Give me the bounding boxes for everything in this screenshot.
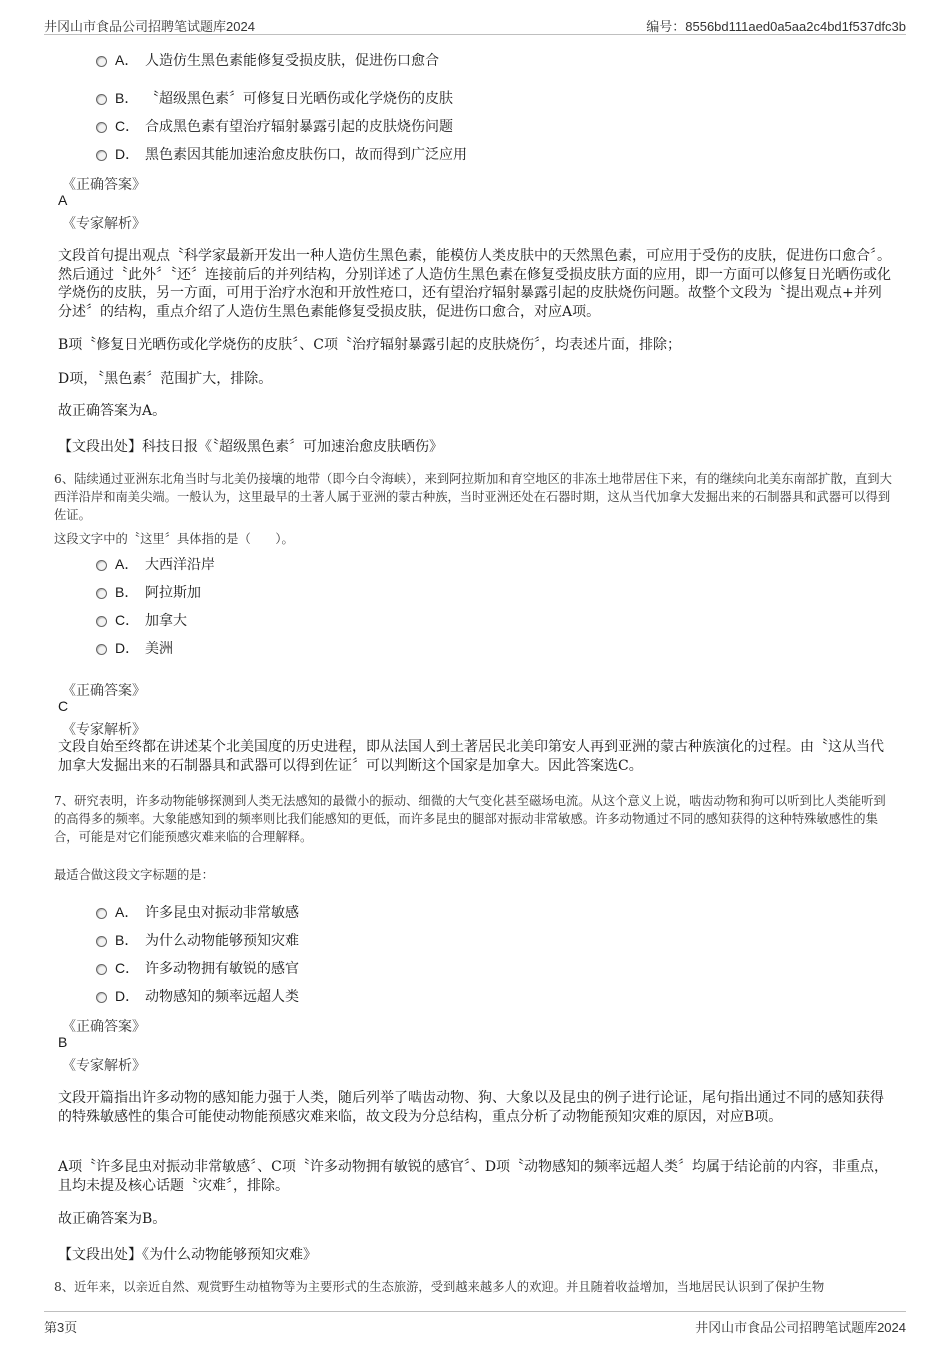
radio-icon[interactable] <box>96 588 107 599</box>
radio-icon[interactable] <box>96 94 107 105</box>
radio-icon[interactable] <box>96 992 107 1003</box>
q6-answer: C <box>58 698 69 714</box>
q5-analysis-paragraph: 文段首句提出观点〝科学家最新开发出一种人造仿生黑色素，能模仿人类皮肤中的天然黑色素，可应用于受伤的皮肤，促进伤口愈合〞。然后通过〝此外〞〝还〞连接前后的并列结构，分别详述了人造仿生黑色素在修复受损皮肤方面的应用，即一方面可以修复日光晒伤或化学烧伤的皮肤，另一方面，可用于治疗水泡和开放性疮口，还有望治疗辐射暴露引起的皮肤烧伤问题。故整个文段为〝提出观点+并列分述〞的结构，重点介绍了人造仿生黑色素能修复受损皮肤，促进伤口愈合，对应A项。 <box>58 248 891 320</box>
radio-icon[interactable] <box>96 150 107 161</box>
q6-question: 这段文字中的〝这里〞具体指的是（ ）。 <box>54 532 294 546</box>
q7-option-d[interactable]: D． 动物感知的频率远超人类 <box>96 986 299 1007</box>
q7-answer-label: 《正确答案》 <box>62 1019 146 1035</box>
q7-analysis-paragraph: A项〝许多昆虫对振动非常敏感〞、C项〝许多动物拥有敏锐的感官〞、D项〝动物感知的频率远超人类〞均属于结论前的内容，非重点，且均未提及核心话题〝灾难〞，排除。 <box>58 1159 889 1194</box>
radio-icon[interactable] <box>96 616 107 627</box>
q5-answer: A <box>58 192 68 208</box>
q5-analysis-conclusion: 故正确答案为A。 <box>58 403 167 419</box>
page-number: 第3页 <box>44 1320 78 1335</box>
q5-analysis-label: 《专家解析》 <box>62 216 146 232</box>
q7-question: 最适合做这段文字标题的是： <box>54 868 214 882</box>
q7-analysis-conclusion: 故正确答案为B。 <box>58 1211 167 1227</box>
radio-icon[interactable] <box>96 936 107 947</box>
q6-analysis-label: 《专家解析》 <box>62 722 146 738</box>
q7-analysis-paragraph: 文段开篇指出许多动物的感知能力强于人类，随后列举了啮齿动物、狗、大象以及昆虫的例子进行论证，尾句指出通过不同的感知获得的特殊敏感性的集合可能使动物能预感灾难来临，故文段为分总结构，重点分析了动物能预知灾难的原因，对应B项。 <box>58 1090 884 1125</box>
q6-option-b[interactable]: B． 阿拉斯加 <box>96 582 201 603</box>
q5-source: 【文段出处】科技日报《〝超级黑色素〞可加速治愈皮肤晒伤》 <box>58 439 443 455</box>
q5-option-b[interactable]: B． 〝超级黑色素〞可修复日光晒伤或化学烧伤的皮肤 <box>96 88 453 109</box>
q5-analysis-paragraph: D项，〝黑色素〞范围扩大，排除。 <box>58 371 273 387</box>
radio-icon[interactable] <box>96 56 107 67</box>
q5-analysis-paragraph: B项〝修复日光晒伤或化学烧伤的皮肤〞、C项〝治疗辐射暴露引起的皮肤烧伤〞，均表述片面，排除； <box>58 337 681 353</box>
page-footer <box>44 1311 906 1345</box>
q5-option-a[interactable]: A． 人造仿生黑色素能修复受损皮肤，促进伤口愈合 <box>96 50 439 71</box>
page-header <box>44 0 906 35</box>
q8-stem: 8、近年来，以亲近自然、观赏野生动植物等为主要形式的生态旅游，受到越来越多人的欢迎。并且随着收益增加，当地居民认识到了保护生物 <box>54 1280 825 1294</box>
q7-option-b[interactable]: B． 为什么动物能够预知灾难 <box>96 930 299 951</box>
radio-icon[interactable] <box>96 560 107 571</box>
q6-option-a[interactable]: A． 大西洋沿岸 <box>96 554 215 575</box>
radio-icon[interactable] <box>96 122 107 133</box>
radio-icon[interactable] <box>96 908 107 919</box>
footer-title: 井冈山市食品公司招聘笔试题库2024 <box>695 1320 906 1335</box>
q7-answer: B <box>58 1034 68 1050</box>
q5-answer-label: 《正确答案》 <box>62 177 146 193</box>
q6-option-d[interactable]: D． 美洲 <box>96 638 173 659</box>
q5-option-d[interactable]: D． 黑色素因其能加速治愈皮肤伤口，故而得到广泛应用 <box>96 144 467 165</box>
radio-icon[interactable] <box>96 964 107 975</box>
header-title: 井冈山市食品公司招聘笔试题库2024 <box>44 19 255 34</box>
document-id: 编号：8556bd111aed0a5aa2c4bd1f537dfc3b <box>646 19 906 34</box>
q6-stem: 6、陆续通过亚洲东北角当时与北美仍接壤的地带（即今白令海峡），来到阿拉斯加和育空地区的非冻土地带居住下来，有的继续向北美东南部扩散，直到大西洋沿岸和南美尖端。一般认为，这里最早的土著人属于亚洲的蒙古种族，当时亚洲还处在石器时期，这从当代加拿大发掘出来的石制器具和武器可以得到佐证。 <box>54 472 892 522</box>
q6-analysis: 文段自始至终都在讲述某个北美国度的历史进程，即从法国人到土著居民北美印第安人再到亚洲的蒙古种族演化的过程。由〝这从当代加拿大发掘出来的石制器具和武器可以得到佐证〞可以判断这个国家是加拿大。因此答案选C。 <box>58 739 884 774</box>
q7-option-c[interactable]: C． 许多动物拥有敏锐的感官 <box>96 958 299 979</box>
q6-option-c[interactable]: C． 加拿大 <box>96 610 187 631</box>
q5-option-c[interactable]: C． 合成黑色素有望治疗辐射暴露引起的皮肤烧伤问题 <box>96 116 453 137</box>
q7-source: 【文段出处】《为什么动物能够预知灾难》 <box>58 1247 317 1263</box>
q6-answer-label: 《正确答案》 <box>62 683 146 699</box>
q7-option-a[interactable]: A． 许多昆虫对振动非常敏感 <box>96 902 299 923</box>
radio-icon[interactable] <box>96 644 107 655</box>
q7-stem: 7、研究表明，许多动物能够探测到人类无法感知的最微小的振动、细微的大气变化甚至磁场电流。从这个意义上说，啮齿动物和狗可以听到比人类能听到的高得多的频率。大象能感知到的频率则比我们能感知的更低，而许多昆虫的腿部对振动非常敏感。许多动物通过不同的感知获得的这种特殊敏感性的集合，可能是对它们能预感灾难来临的合理解释。 <box>54 794 886 844</box>
q7-analysis-label: 《专家解析》 <box>62 1058 146 1074</box>
